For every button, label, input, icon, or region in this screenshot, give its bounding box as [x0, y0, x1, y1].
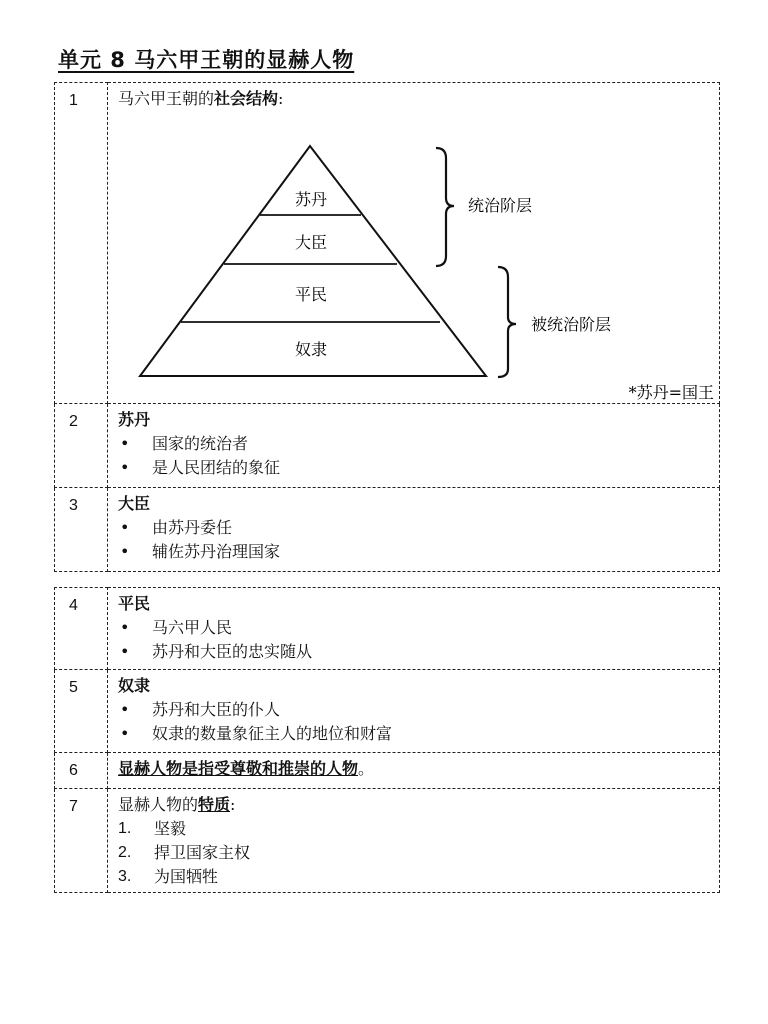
row-number: 1 — [55, 83, 108, 404]
row-number: 5 — [55, 670, 108, 753]
table-row — [55, 488, 720, 572]
row-heading: 大臣 — [118, 494, 151, 513]
pyramid-note: *苏丹=国王 — [628, 383, 714, 401]
bullet-list — [118, 516, 711, 564]
bullet-list — [118, 698, 711, 746]
row-number: 4 — [55, 588, 108, 670]
pyramid-level-commoners: 平民 — [294, 285, 328, 304]
content-table-part-1 — [54, 82, 720, 572]
table-row — [55, 83, 720, 404]
table-row — [55, 404, 720, 488]
pyramid-level-slaves: 奴隶 — [294, 340, 328, 359]
ruling-class-brace — [436, 148, 454, 266]
structure-intro: 马六甲王朝的社会结构: — [118, 89, 284, 108]
row-body — [108, 789, 720, 893]
row-body — [108, 488, 720, 572]
row-body — [108, 83, 720, 404]
definition-text: 显赫人物是指受尊敬和推崇的人物 — [118, 759, 359, 778]
row-body — [108, 404, 720, 488]
row-number: 6 — [55, 753, 108, 789]
table-row — [55, 670, 720, 753]
pyramid-level-ministers: 大臣 — [294, 233, 328, 252]
list-item: • 国家的统治者 — [118, 432, 711, 456]
row-heading: 苏丹 — [118, 410, 151, 429]
row-body — [108, 670, 720, 753]
row-body — [108, 588, 720, 670]
table-row — [55, 588, 720, 670]
row-number: 3 — [55, 488, 108, 572]
list-item: • 马六甲人民 — [118, 616, 711, 640]
row-number: 7 — [55, 789, 108, 893]
table-row — [55, 789, 720, 893]
row-number: 2 — [55, 404, 108, 488]
social-pyramid-diagram — [118, 111, 718, 401]
row-heading: 平民 — [118, 594, 151, 613]
list-item: 3. 为国牺牲 — [118, 867, 219, 886]
traits-intro: 显赫人物的特质: — [118, 795, 236, 814]
content-table-part-2 — [54, 587, 720, 893]
numbered-list — [118, 817, 711, 889]
table-row — [55, 753, 720, 789]
list-item: • 是人民团结的象征 — [118, 456, 711, 480]
pyramid-level-sultan: 苏丹 — [294, 190, 328, 209]
ruling-class-label: 统治阶层 — [468, 196, 533, 215]
list-item: • 辅佐苏丹治理国家 — [118, 540, 711, 564]
ruled-class-label: 被统治阶层 — [531, 315, 612, 334]
list-item: • 苏丹和大臣的仆人 — [118, 698, 711, 722]
list-item: 2. 捍卫国家主权 — [118, 843, 251, 862]
list-item: • 由苏丹委任 — [118, 516, 711, 540]
list-item: • 苏丹和大臣的忠实随从 — [118, 640, 711, 664]
bullet-list — [118, 616, 711, 664]
list-item: 1. 坚毅 — [118, 819, 187, 838]
list-item: • 奴隶的数量象征主人的地位和财富 — [118, 722, 711, 746]
row-body: 显赫人物是指受尊敬和推崇的人物。 — [108, 753, 720, 789]
page-title: 单元 8 马六甲王朝的显赫人物 — [58, 48, 355, 72]
row-heading: 奴隶 — [118, 676, 151, 695]
bullet-list — [118, 432, 711, 480]
ruled-class-brace — [498, 267, 516, 377]
